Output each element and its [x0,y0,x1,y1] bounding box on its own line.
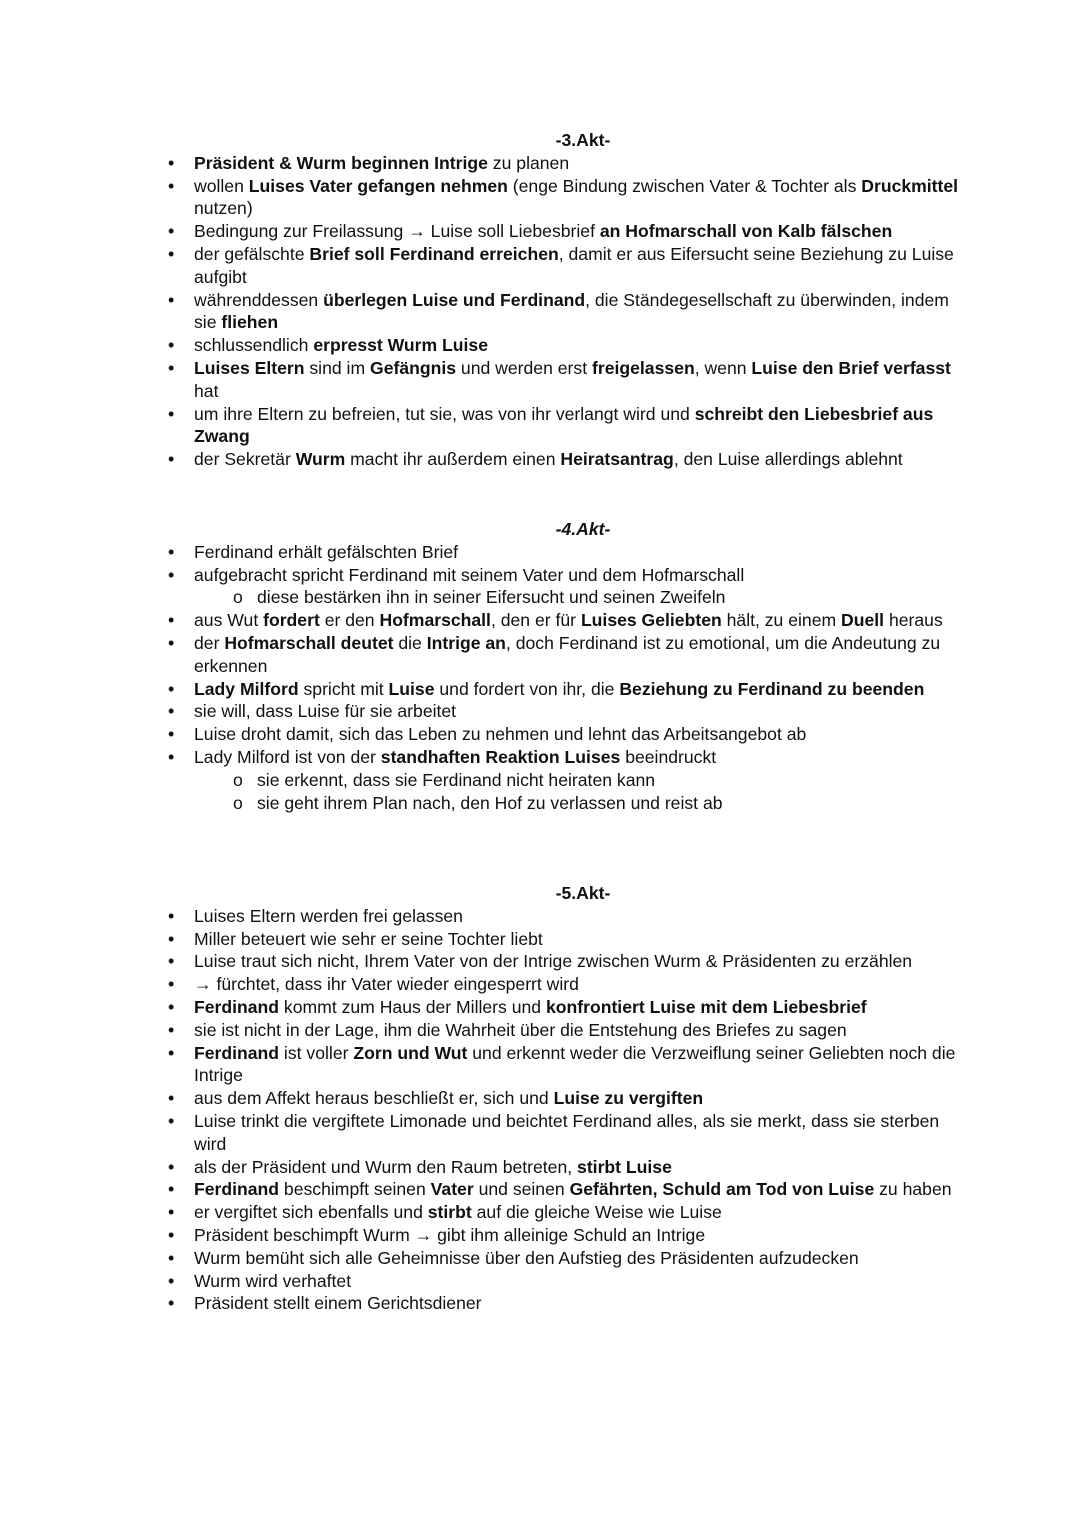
text: macht ihr außerdem einen [345,449,561,470]
text: , damit er aus Eifersucht seine Beziehung zu Luise aufgibt [194,243,954,287]
list-item [168,1224,968,1247]
text: Präsident beschimpft Wurm → gibt ihm alleinige Schuld an Intrige [194,1224,706,1245]
bold-text: Ferdinand [194,1179,280,1200]
list-item [168,220,968,243]
bold-text: Luise zu vergiften [553,1088,704,1109]
text: sie geht ihrem Plan nach, den Hof zu verlassen und reist ab [257,792,723,813]
bullet-list [168,905,968,1315]
text: um ihre Eltern zu befreien, tut sie, was von ihr verlangt wird und [194,403,695,424]
bold-text: Luises Eltern [194,357,305,378]
bold-text: Intrige an [426,632,506,653]
text: als der Präsident und Wurm den Raum betreten, [194,1156,578,1177]
text: diese bestärken ihn in seiner Eifersucht und seinen Zweifeln [257,587,726,608]
list-item [168,723,968,746]
text: sie will, dass Luise für sie arbeitet [194,701,457,722]
act-4-section [168,518,968,814]
list-item [168,609,968,632]
list-item [168,1201,968,1224]
text: er den [319,610,380,631]
act-heading: -4.Akt- [555,519,611,539]
list-item [168,243,968,289]
act-heading: -5.Akt- [555,883,611,903]
bold-text: Lady Milford [194,678,299,699]
list-item [168,632,968,678]
bold-text: Ferdinand [194,996,280,1017]
text: sie erkennt, dass sie Ferdinand nicht heiraten kann [257,769,656,790]
text: , doch Ferdinand ist zu emotional, um die Andeutung zu erkennen [194,632,941,676]
sub-list-item [205,769,968,792]
text: spricht mit [298,678,389,699]
list-item [168,564,968,610]
list-item [168,357,968,403]
list-item [168,1178,968,1201]
list-item [168,950,968,973]
bold-text: Gefährten, Schuld am Tod von Luise [569,1179,875,1200]
bold-text: Duell [841,610,885,631]
list-item [168,1292,968,1315]
text: hält, zu einem [721,610,842,631]
bold-text: Präsident & Wurm beginnen Intrige [194,152,488,173]
text: Luise droht damit, sich das Leben zu nehmen und lehnt das Arbeitsangebot ab [194,724,807,745]
text: Ferdinand erhält gefälschten Brief [194,541,459,562]
bold-text: Hofmarschall [379,610,491,631]
list-item [168,1019,968,1042]
text: (enge Bindung zwischen Vater & Tochter als [507,175,862,196]
sub-list-item [205,586,968,609]
text: schlussendlich [194,335,314,356]
bullet-list [168,152,968,471]
text: Luise trinkt die vergiftete Limonade und beichtet Ferdinand alles, als sie merkt, dass sie sterben wird [194,1110,940,1154]
bold-text: erpresst Wurm Luise [313,335,489,356]
bold-text: stirbt Luise [577,1156,672,1177]
text: wollen [194,175,249,196]
bold-text: Luises Geliebten [580,610,722,631]
text: kommt zum Haus der Millers und [279,996,546,1017]
act-5-section [168,882,968,1315]
list-item [168,1042,968,1088]
bold-text: Ferdinand [194,1042,280,1063]
bold-text: an Hofmarschall von Kalb fälschen [599,221,893,242]
text: Bedingung zur Freilassung → Luise soll Liebesbrief [194,221,600,242]
bold-text: standhaften Reaktion Luises [380,746,621,767]
list-item [168,1110,968,1156]
bold-text: Vater [430,1179,474,1200]
text: der [194,632,225,653]
list-item [168,700,968,723]
text: auf die gleiche Weise wie Luise [471,1202,722,1223]
text: Lady Milford ist von der [194,746,381,767]
bold-text: Wurm [295,449,346,470]
list-item [168,996,968,1019]
sub-list-item [205,792,968,815]
list-item [168,678,968,701]
sub-list [194,769,968,815]
bold-text: freigelassen [592,357,695,378]
text: Miller beteuert wie sehr er seine Tochter liebt [194,928,543,949]
text: nutzen) [194,198,253,219]
bold-text: Hofmarschall deutet [224,632,394,653]
list-item [168,334,968,357]
sub-list [194,586,968,609]
bold-text: Luise [388,678,435,699]
text: Präsident stellt einem Gerichtsdiener [194,1293,482,1314]
list-item [168,152,968,175]
text: aus Wut [194,610,264,631]
bold-text: Zorn und Wut [353,1042,468,1063]
bold-text: Druckmittel [861,175,959,196]
text: aus dem Affekt heraus beschließt er, sich und [194,1088,554,1109]
text: zu haben [874,1179,952,1200]
text: die [393,632,427,653]
bold-text: fliehen [221,312,279,333]
act-heading: -3.Akt- [555,130,611,150]
text: zu planen [487,152,570,173]
text: , den Luise allerdings ablehnt [673,449,903,470]
text: der Sekretär [194,449,296,470]
bold-text: überlegen Luise und Ferdinand [323,289,586,310]
text: währenddessen [194,289,324,310]
text: und erkennt weder die Verzweiflung seiner Geliebten noch die Intrige [194,1042,956,1086]
bold-text: stirbt [427,1202,472,1223]
text: , wenn [694,357,752,378]
list-item [168,289,968,335]
list-item [168,1247,968,1270]
bold-text: Luises Vater gefangen nehmen [248,175,508,196]
list-item [168,403,968,449]
text: sind im [304,357,371,378]
list-item [168,746,968,814]
bold-text: fordert [263,610,320,631]
text: Wurm wird verhaftet [194,1270,352,1291]
bold-text: Beziehung zu Ferdinand zu beenden [619,678,925,699]
bold-text: konfrontiert Luise mit dem Liebesbrief [545,996,867,1017]
list-item [168,928,968,951]
list-item [168,973,968,996]
text: beschimpft seinen [279,1179,431,1200]
bold-text: Heiratsantrag [560,449,674,470]
list-item [168,448,968,471]
text: , den er für [490,610,581,631]
text: und seinen [473,1179,570,1200]
text: und fordert von ihr, die [434,678,620,699]
list-item [168,541,968,564]
text: Luises Eltern werden frei gelassen [194,905,463,926]
text: der gefälschte [194,243,310,264]
text: heraus [884,610,943,631]
bold-text: Luise den Brief verfasst [751,357,951,378]
bold-text: schreibt den Liebesbrief aus Zwang [194,403,934,447]
text: Luise traut sich nicht, Ihrem Vater von der Intrige zwischen Wurm & Präsidenten zu erzählen [194,951,913,972]
bullet-list [168,541,968,815]
text: ist voller [279,1042,354,1063]
bold-text: Gefängnis [370,357,457,378]
text: , die Ständegesellschaft zu überwinden, indem sie [194,289,949,333]
text: → fürchtet, dass ihr Vater wieder eingesperrt wird [194,974,579,995]
text: hat [194,380,219,401]
text: sie ist nicht in der Lage, ihm die Wahrheit über die Entstehung des Briefes zu sagen [194,1019,847,1040]
text: er vergiftet sich ebenfalls und [194,1202,428,1223]
text: und werden erst [456,357,592,378]
list-item [168,1270,968,1293]
act-3-section [168,129,968,471]
list-item [168,1156,968,1179]
text: beeindruckt [620,746,717,767]
list-item [168,1087,968,1110]
bold-text: Brief soll Ferdinand erreichen [309,243,559,264]
text: Wurm bemüht sich alle Geheimnisse über den Aufstieg des Präsidenten aufzudecken [194,1247,859,1268]
text: aufgebracht spricht Ferdinand mit seinem Vater und dem Hofmarschall [194,564,745,585]
list-item [168,175,968,221]
list-item [168,905,968,928]
